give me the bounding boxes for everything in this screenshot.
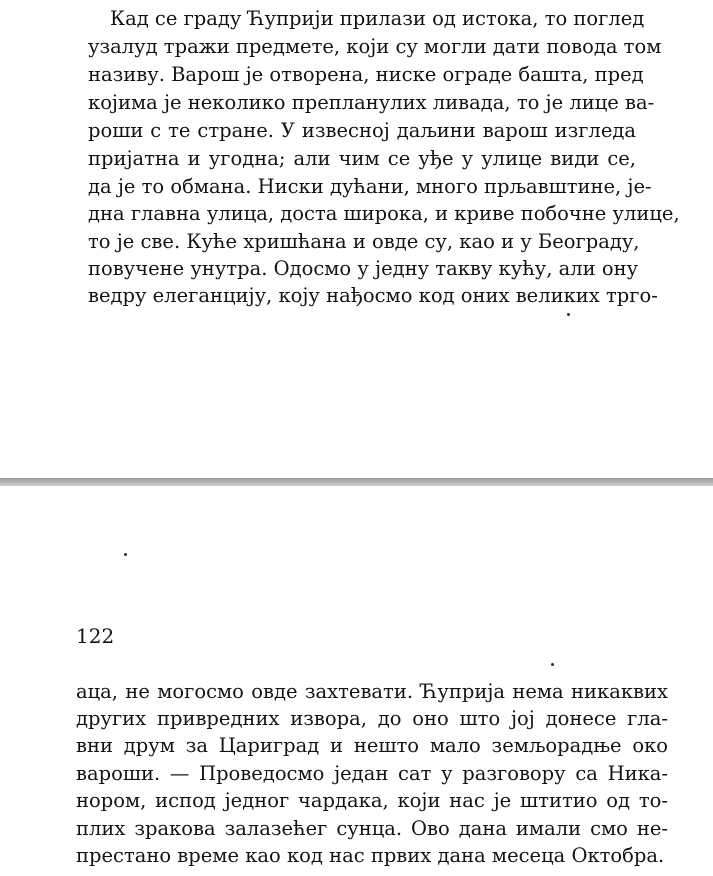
text-line: да је то обмана. Ниски дућани, много прљавштине, је-	[88, 175, 652, 198]
page-number: 122	[76, 624, 115, 648]
text-line: којима је неколико препланулих ливада, то је лице ва-	[88, 91, 655, 114]
print-speck	[567, 313, 570, 316]
print-speck	[551, 663, 554, 666]
text-line: плих зракова залазећег сунца. Ово дана имали смо не-	[76, 817, 668, 840]
text-line: то је све. Куће хришћана и овде су, као и у Београду,	[88, 230, 640, 253]
text-line: других привредних извора, до оно што јој донесе гла-	[76, 707, 668, 730]
text-line: ведру елеганцију, коју нађосмо код оних великих трго-	[88, 284, 658, 307]
text-line: аца, не могосмо овде захтевати. Ћуприја нема никаквих	[76, 680, 668, 703]
text-line: Кад се граду Ћуприји прилази од истока, то поглед	[110, 7, 645, 30]
print-speck	[124, 553, 127, 556]
text-line: повучене унутра. Одосмо у једну такву кућу, али ону	[88, 257, 639, 280]
text-line: узалуд тражи предмете, који су могли дати повода том	[88, 35, 662, 58]
text-line: нором, испод једног чардака, који нас је штитио од то-	[76, 789, 668, 812]
text-line: вни друм за Цариград и нешто мало земљорадње око	[76, 734, 668, 757]
text-line: роши с те стране. У извесној даљини варош изгледа	[88, 119, 636, 142]
page-divider	[0, 478, 713, 486]
text-line: дна главна улица, доста широка, и криве побочне улице,	[88, 202, 680, 225]
text-line: називу. Варош је отворена, ниске ограде башта, пред	[88, 63, 644, 86]
text-line: пријатна и угодна; али чим се уђе у улице види се,	[88, 147, 636, 170]
text-line: престано време као код нас првих дана месеца Октобра.	[76, 844, 665, 867]
text-line: вароши. — Проведосмо један сат у разговору са Ника-	[76, 762, 668, 785]
